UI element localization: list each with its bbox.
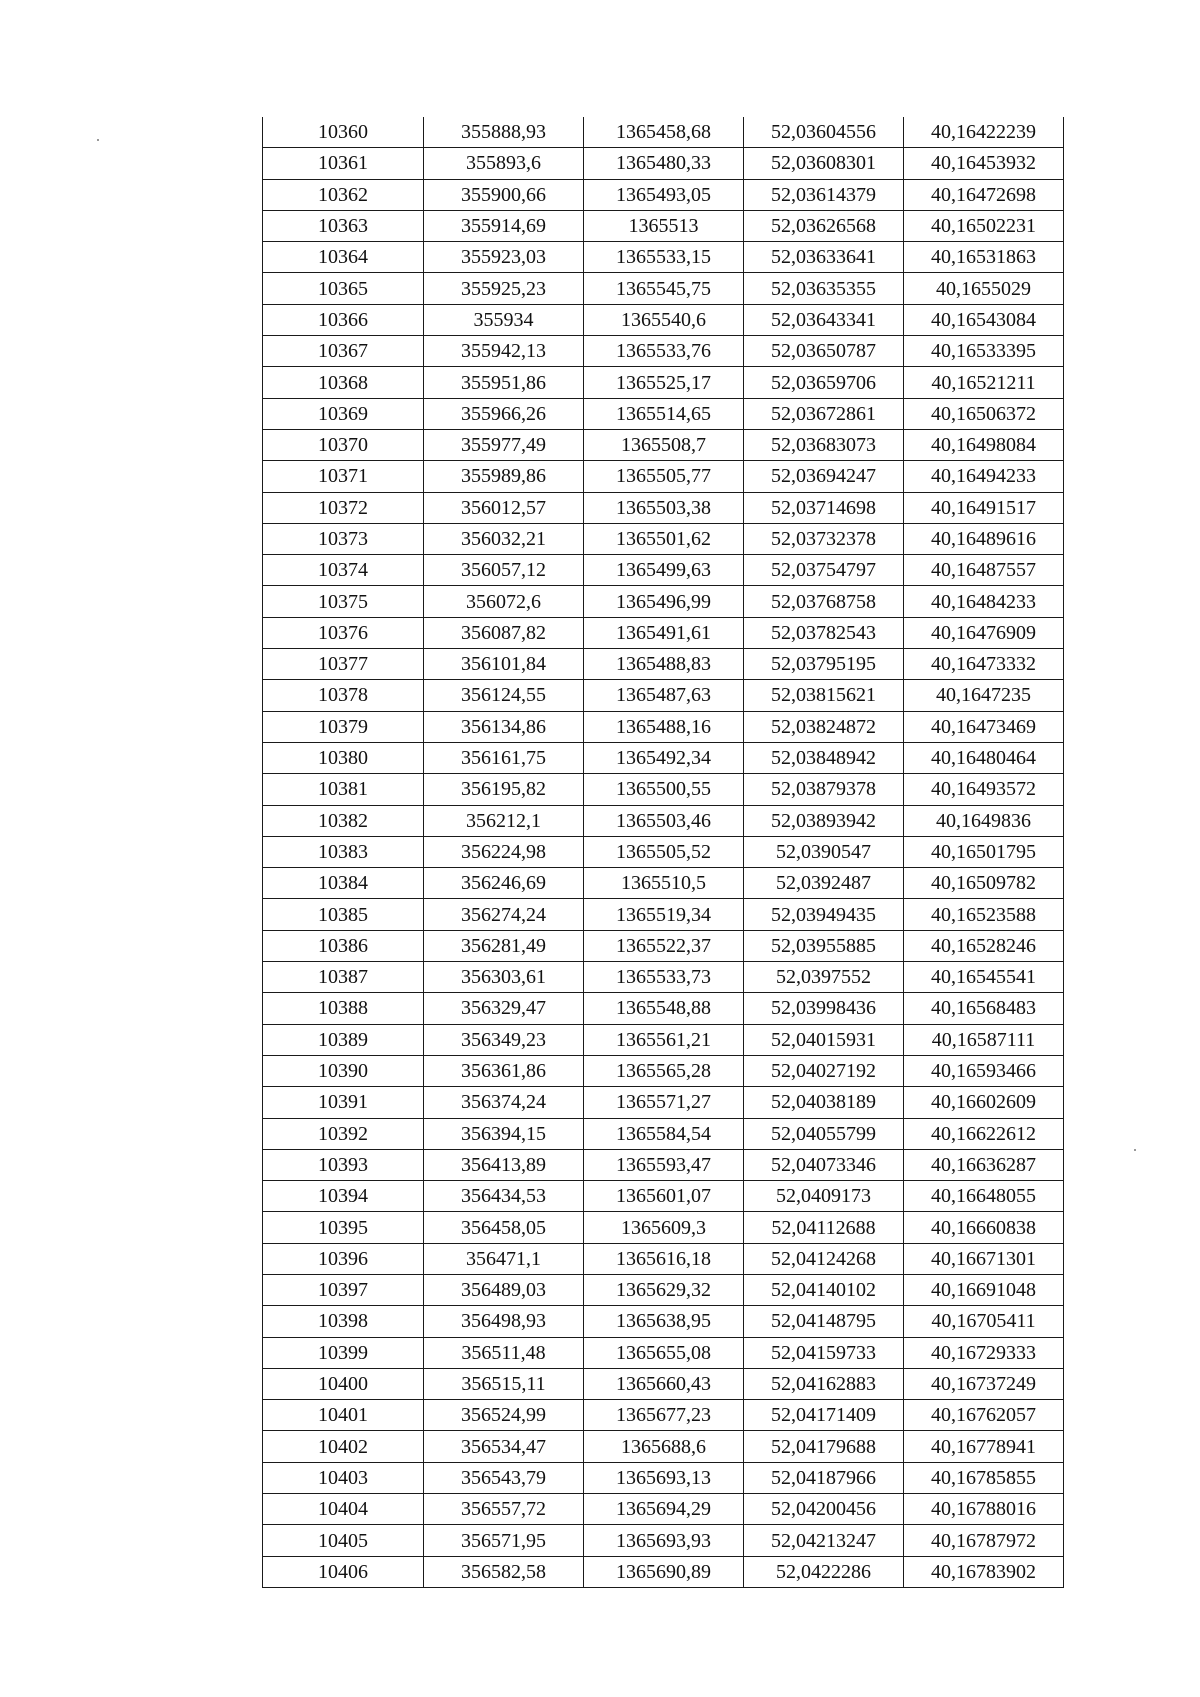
table-row: [263, 805, 1064, 836]
table-row: [263, 1274, 1064, 1305]
point-number-cell: 10383: [263, 836, 424, 867]
point-number-cell: 10402: [263, 1431, 424, 1462]
scan-speck: [1134, 1149, 1136, 1151]
table-row: [263, 1087, 1064, 1118]
table-row: [263, 179, 1064, 210]
x-coordinate-cell: 355923,03: [424, 242, 584, 273]
longitude-cell: 40,16691048: [904, 1274, 1064, 1305]
table-row: [263, 148, 1064, 179]
x-coordinate-cell: 356434,53: [424, 1181, 584, 1212]
table-row: [263, 461, 1064, 492]
longitude-cell: 40,16705411: [904, 1306, 1064, 1337]
longitude-cell: 40,16762057: [904, 1400, 1064, 1431]
x-coordinate-cell: 355893,6: [424, 148, 584, 179]
y-coordinate-cell: 1365660,43: [584, 1368, 744, 1399]
longitude-cell: 40,16622612: [904, 1118, 1064, 1149]
longitude-cell: 40,16493572: [904, 774, 1064, 805]
point-number-cell: 10400: [263, 1368, 424, 1399]
point-number-cell: 10404: [263, 1494, 424, 1525]
point-number-cell: 10399: [263, 1337, 424, 1368]
y-coordinate-cell: 1365533,76: [584, 336, 744, 367]
longitude-cell: 40,16531863: [904, 242, 1064, 273]
x-coordinate-cell: 356012,57: [424, 492, 584, 523]
longitude-cell: 40,16636287: [904, 1149, 1064, 1180]
latitude-cell: 52,03672861: [744, 398, 904, 429]
table-row: [263, 1024, 1064, 1055]
longitude-cell: 40,1649836: [904, 805, 1064, 836]
x-coordinate-cell: 356413,89: [424, 1149, 584, 1180]
y-coordinate-cell: 1365513: [584, 210, 744, 241]
table-row: [263, 1149, 1064, 1180]
y-coordinate-cell: 1365571,27: [584, 1087, 744, 1118]
latitude-cell: 52,03608301: [744, 148, 904, 179]
longitude-cell: 40,16528246: [904, 930, 1064, 961]
point-number-cell: 10396: [263, 1243, 424, 1274]
y-coordinate-cell: 1365505,77: [584, 461, 744, 492]
y-coordinate-cell: 1365690,89: [584, 1556, 744, 1587]
y-coordinate-cell: 1365514,65: [584, 398, 744, 429]
y-coordinate-cell: 1365677,23: [584, 1400, 744, 1431]
point-number-cell: 10366: [263, 304, 424, 335]
latitude-cell: 52,04124268: [744, 1243, 904, 1274]
x-coordinate-cell: 356072,6: [424, 586, 584, 617]
latitude-cell: 52,03732378: [744, 523, 904, 554]
x-coordinate-cell: 356124,55: [424, 680, 584, 711]
point-number-cell: 10393: [263, 1149, 424, 1180]
latitude-cell: 52,04055799: [744, 1118, 904, 1149]
y-coordinate-cell: 1365616,18: [584, 1243, 744, 1274]
point-number-cell: 10375: [263, 586, 424, 617]
table-row: [263, 617, 1064, 648]
y-coordinate-cell: 1365593,47: [584, 1149, 744, 1180]
x-coordinate-cell: 355914,69: [424, 210, 584, 241]
latitude-cell: 52,04171409: [744, 1400, 904, 1431]
y-coordinate-cell: 1365503,38: [584, 492, 744, 523]
table-row: [263, 367, 1064, 398]
longitude-cell: 40,16545541: [904, 962, 1064, 993]
latitude-cell: 52,04038189: [744, 1087, 904, 1118]
point-number-cell: 10401: [263, 1400, 424, 1431]
x-coordinate-cell: 356524,99: [424, 1400, 584, 1431]
y-coordinate-cell: 1365458,68: [584, 117, 744, 148]
longitude-cell: 40,16498084: [904, 429, 1064, 460]
longitude-cell: 40,16480464: [904, 742, 1064, 773]
y-coordinate-cell: 1365525,17: [584, 367, 744, 398]
x-coordinate-cell: 356224,98: [424, 836, 584, 867]
latitude-cell: 52,0392487: [744, 868, 904, 899]
latitude-cell: 52,04073346: [744, 1149, 904, 1180]
longitude-cell: 40,16473469: [904, 711, 1064, 742]
point-number-cell: 10369: [263, 398, 424, 429]
latitude-cell: 52,0397552: [744, 962, 904, 993]
y-coordinate-cell: 1365499,63: [584, 555, 744, 586]
longitude-cell: 40,16785855: [904, 1462, 1064, 1493]
x-coordinate-cell: 356511,48: [424, 1337, 584, 1368]
x-coordinate-cell: 356134,86: [424, 711, 584, 742]
x-coordinate-cell: 356161,75: [424, 742, 584, 773]
latitude-cell: 52,03768758: [744, 586, 904, 617]
table-row: [263, 1368, 1064, 1399]
x-coordinate-cell: 356361,86: [424, 1055, 584, 1086]
longitude-cell: 40,16506372: [904, 398, 1064, 429]
point-number-cell: 10390: [263, 1055, 424, 1086]
table-row: [263, 1525, 1064, 1556]
x-coordinate-cell: 355989,86: [424, 461, 584, 492]
latitude-cell: 52,03614379: [744, 179, 904, 210]
longitude-cell: 40,16523588: [904, 899, 1064, 930]
table-row: [263, 304, 1064, 335]
y-coordinate-cell: 1365688,6: [584, 1431, 744, 1462]
x-coordinate-cell: 356498,93: [424, 1306, 584, 1337]
point-number-cell: 10378: [263, 680, 424, 711]
x-coordinate-cell: 356489,03: [424, 1274, 584, 1305]
longitude-cell: 40,16729333: [904, 1337, 1064, 1368]
x-coordinate-cell: 356274,24: [424, 899, 584, 930]
point-number-cell: 10406: [263, 1556, 424, 1587]
table-row: [263, 1306, 1064, 1337]
longitude-cell: 40,16487557: [904, 555, 1064, 586]
longitude-cell: 40,16671301: [904, 1243, 1064, 1274]
coordinates-table: [262, 117, 1064, 1588]
latitude-cell: 52,03848942: [744, 742, 904, 773]
point-number-cell: 10370: [263, 429, 424, 460]
longitude-cell: 40,16491517: [904, 492, 1064, 523]
x-coordinate-cell: 356246,69: [424, 868, 584, 899]
y-coordinate-cell: 1365693,93: [584, 1525, 744, 1556]
latitude-cell: 52,03635355: [744, 273, 904, 304]
latitude-cell: 52,03824872: [744, 711, 904, 742]
longitude-cell: 40,16489616: [904, 523, 1064, 554]
point-number-cell: 10377: [263, 649, 424, 680]
x-coordinate-cell: 356101,84: [424, 649, 584, 680]
longitude-cell: 40,16593466: [904, 1055, 1064, 1086]
latitude-cell: 52,04179688: [744, 1431, 904, 1462]
longitude-cell: 40,16587111: [904, 1024, 1064, 1055]
latitude-cell: 52,03893942: [744, 805, 904, 836]
point-number-cell: 10365: [263, 273, 424, 304]
point-number-cell: 10363: [263, 210, 424, 241]
point-number-cell: 10382: [263, 805, 424, 836]
point-number-cell: 10360: [263, 117, 424, 148]
scan-speck: [97, 139, 99, 141]
point-number-cell: 10379: [263, 711, 424, 742]
point-number-cell: 10385: [263, 899, 424, 930]
y-coordinate-cell: 1365508,7: [584, 429, 744, 460]
y-coordinate-cell: 1365519,34: [584, 899, 744, 930]
x-coordinate-cell: 356374,24: [424, 1087, 584, 1118]
latitude-cell: 52,0422286: [744, 1556, 904, 1587]
latitude-cell: 52,0390547: [744, 836, 904, 867]
latitude-cell: 52,03633641: [744, 242, 904, 273]
point-number-cell: 10380: [263, 742, 424, 773]
x-coordinate-cell: 355934: [424, 304, 584, 335]
table-row: [263, 836, 1064, 867]
point-number-cell: 10364: [263, 242, 424, 273]
x-coordinate-cell: 356471,1: [424, 1243, 584, 1274]
latitude-cell: 52,03815621: [744, 680, 904, 711]
x-coordinate-cell: 356557,72: [424, 1494, 584, 1525]
table-row: [263, 117, 1064, 148]
table-row: [263, 962, 1064, 993]
point-number-cell: 10371: [263, 461, 424, 492]
latitude-cell: 52,03643341: [744, 304, 904, 335]
longitude-cell: 40,16509782: [904, 868, 1064, 899]
longitude-cell: 40,1655029: [904, 273, 1064, 304]
longitude-cell: 40,16494233: [904, 461, 1064, 492]
table-row: [263, 1337, 1064, 1368]
table-row: [263, 210, 1064, 241]
point-number-cell: 10403: [263, 1462, 424, 1493]
longitude-cell: 40,16472698: [904, 179, 1064, 210]
latitude-cell: 52,04112688: [744, 1212, 904, 1243]
point-number-cell: 10372: [263, 492, 424, 523]
y-coordinate-cell: 1365601,07: [584, 1181, 744, 1212]
y-coordinate-cell: 1365565,28: [584, 1055, 744, 1086]
x-coordinate-cell: 356534,47: [424, 1431, 584, 1462]
table-row: [263, 711, 1064, 742]
longitude-cell: 40,16422239: [904, 117, 1064, 148]
x-coordinate-cell: 356394,15: [424, 1118, 584, 1149]
y-coordinate-cell: 1365480,33: [584, 148, 744, 179]
longitude-cell: 40,16602609: [904, 1087, 1064, 1118]
latitude-cell: 52,04015931: [744, 1024, 904, 1055]
latitude-cell: 52,03604556: [744, 117, 904, 148]
table-row: [263, 555, 1064, 586]
longitude-cell: 40,16453932: [904, 148, 1064, 179]
point-number-cell: 10362: [263, 179, 424, 210]
x-coordinate-cell: 356515,11: [424, 1368, 584, 1399]
latitude-cell: 52,03714698: [744, 492, 904, 523]
y-coordinate-cell: 1365584,54: [584, 1118, 744, 1149]
latitude-cell: 52,03955885: [744, 930, 904, 961]
table-row: [263, 899, 1064, 930]
point-number-cell: 10381: [263, 774, 424, 805]
longitude-cell: 40,16660838: [904, 1212, 1064, 1243]
latitude-cell: 52,04162883: [744, 1368, 904, 1399]
longitude-cell: 40,16501795: [904, 836, 1064, 867]
table-row: [263, 1431, 1064, 1462]
longitude-cell: 40,1647235: [904, 680, 1064, 711]
y-coordinate-cell: 1365561,21: [584, 1024, 744, 1055]
y-coordinate-cell: 1365493,05: [584, 179, 744, 210]
y-coordinate-cell: 1365487,63: [584, 680, 744, 711]
point-number-cell: 10392: [263, 1118, 424, 1149]
latitude-cell: 52,04027192: [744, 1055, 904, 1086]
point-number-cell: 10391: [263, 1087, 424, 1118]
table-row: [263, 774, 1064, 805]
latitude-cell: 52,03754797: [744, 555, 904, 586]
y-coordinate-cell: 1365655,08: [584, 1337, 744, 1368]
y-coordinate-cell: 1365548,88: [584, 993, 744, 1024]
table-row: [263, 1212, 1064, 1243]
latitude-cell: 52,04148795: [744, 1306, 904, 1337]
latitude-cell: 52,03694247: [744, 461, 904, 492]
y-coordinate-cell: 1365693,13: [584, 1462, 744, 1493]
table-row: [263, 868, 1064, 899]
latitude-cell: 52,03659706: [744, 367, 904, 398]
longitude-cell: 40,16484233: [904, 586, 1064, 617]
y-coordinate-cell: 1365505,52: [584, 836, 744, 867]
coordinates-table-body: [263, 117, 1064, 1587]
y-coordinate-cell: 1365694,29: [584, 1494, 744, 1525]
x-coordinate-cell: 356212,1: [424, 805, 584, 836]
latitude-cell: 52,04140102: [744, 1274, 904, 1305]
x-coordinate-cell: 355966,26: [424, 398, 584, 429]
point-number-cell: 10387: [263, 962, 424, 993]
latitude-cell: 52,04187966: [744, 1462, 904, 1493]
x-coordinate-cell: 356582,58: [424, 1556, 584, 1587]
y-coordinate-cell: 1365609,3: [584, 1212, 744, 1243]
point-number-cell: 10388: [263, 993, 424, 1024]
latitude-cell: 52,03650787: [744, 336, 904, 367]
longitude-cell: 40,16788016: [904, 1494, 1064, 1525]
x-coordinate-cell: 356281,49: [424, 930, 584, 961]
x-coordinate-cell: 356057,12: [424, 555, 584, 586]
table-row: [263, 336, 1064, 367]
latitude-cell: 52,0409173: [744, 1181, 904, 1212]
x-coordinate-cell: 356458,05: [424, 1212, 584, 1243]
x-coordinate-cell: 355925,23: [424, 273, 584, 304]
latitude-cell: 52,03626568: [744, 210, 904, 241]
y-coordinate-cell: 1365533,73: [584, 962, 744, 993]
y-coordinate-cell: 1365491,61: [584, 617, 744, 648]
latitude-cell: 52,03879378: [744, 774, 904, 805]
y-coordinate-cell: 1365501,62: [584, 523, 744, 554]
longitude-cell: 40,16543084: [904, 304, 1064, 335]
table-row: [263, 1118, 1064, 1149]
point-number-cell: 10373: [263, 523, 424, 554]
x-coordinate-cell: 355888,93: [424, 117, 584, 148]
y-coordinate-cell: 1365545,75: [584, 273, 744, 304]
table-row: [263, 1243, 1064, 1274]
x-coordinate-cell: 355900,66: [424, 179, 584, 210]
longitude-cell: 40,16648055: [904, 1181, 1064, 1212]
table-row: [263, 1462, 1064, 1493]
table-row: [263, 523, 1064, 554]
point-number-cell: 10395: [263, 1212, 424, 1243]
longitude-cell: 40,16778941: [904, 1431, 1064, 1462]
point-number-cell: 10376: [263, 617, 424, 648]
y-coordinate-cell: 1365638,95: [584, 1306, 744, 1337]
longitude-cell: 40,16568483: [904, 993, 1064, 1024]
y-coordinate-cell: 1365503,46: [584, 805, 744, 836]
x-coordinate-cell: 355942,13: [424, 336, 584, 367]
x-coordinate-cell: 356543,79: [424, 1462, 584, 1493]
latitude-cell: 52,03998436: [744, 993, 904, 1024]
y-coordinate-cell: 1365510,5: [584, 868, 744, 899]
table-row: [263, 1556, 1064, 1587]
latitude-cell: 52,03683073: [744, 429, 904, 460]
x-coordinate-cell: 356032,21: [424, 523, 584, 554]
y-coordinate-cell: 1365492,34: [584, 742, 744, 773]
table-row: [263, 429, 1064, 460]
x-coordinate-cell: 356087,82: [424, 617, 584, 648]
point-number-cell: 10405: [263, 1525, 424, 1556]
point-number-cell: 10384: [263, 868, 424, 899]
table-row: [263, 680, 1064, 711]
latitude-cell: 52,03949435: [744, 899, 904, 930]
y-coordinate-cell: 1365488,16: [584, 711, 744, 742]
table-row: [263, 586, 1064, 617]
point-number-cell: 10367: [263, 336, 424, 367]
longitude-cell: 40,16502231: [904, 210, 1064, 241]
y-coordinate-cell: 1365629,32: [584, 1274, 744, 1305]
table-row: [263, 649, 1064, 680]
table-row: [263, 492, 1064, 523]
table-row: [263, 1494, 1064, 1525]
point-number-cell: 10394: [263, 1181, 424, 1212]
point-number-cell: 10374: [263, 555, 424, 586]
point-number-cell: 10368: [263, 367, 424, 398]
longitude-cell: 40,16737249: [904, 1368, 1064, 1399]
latitude-cell: 52,03795195: [744, 649, 904, 680]
y-coordinate-cell: 1365522,37: [584, 930, 744, 961]
x-coordinate-cell: 356349,23: [424, 1024, 584, 1055]
table-row: [263, 1055, 1064, 1086]
latitude-cell: 52,03782543: [744, 617, 904, 648]
table-row: [263, 1181, 1064, 1212]
x-coordinate-cell: 356329,47: [424, 993, 584, 1024]
x-coordinate-cell: 355951,86: [424, 367, 584, 398]
x-coordinate-cell: 356195,82: [424, 774, 584, 805]
y-coordinate-cell: 1365488,83: [584, 649, 744, 680]
longitude-cell: 40,16783902: [904, 1556, 1064, 1587]
y-coordinate-cell: 1365496,99: [584, 586, 744, 617]
y-coordinate-cell: 1365500,55: [584, 774, 744, 805]
y-coordinate-cell: 1365540,6: [584, 304, 744, 335]
table-row: [263, 1400, 1064, 1431]
latitude-cell: 52,04200456: [744, 1494, 904, 1525]
latitude-cell: 52,04213247: [744, 1525, 904, 1556]
table-row: [263, 398, 1064, 429]
y-coordinate-cell: 1365533,15: [584, 242, 744, 273]
point-number-cell: 10361: [263, 148, 424, 179]
point-number-cell: 10386: [263, 930, 424, 961]
table-row: [263, 930, 1064, 961]
longitude-cell: 40,16521211: [904, 367, 1064, 398]
table-row: [263, 993, 1064, 1024]
latitude-cell: 52,04159733: [744, 1337, 904, 1368]
longitude-cell: 40,16533395: [904, 336, 1064, 367]
x-coordinate-cell: 356571,95: [424, 1525, 584, 1556]
longitude-cell: 40,16476909: [904, 617, 1064, 648]
x-coordinate-cell: 356303,61: [424, 962, 584, 993]
point-number-cell: 10397: [263, 1274, 424, 1305]
point-number-cell: 10389: [263, 1024, 424, 1055]
table-row: [263, 742, 1064, 773]
table-row: [263, 273, 1064, 304]
longitude-cell: 40,16787972: [904, 1525, 1064, 1556]
longitude-cell: 40,16473332: [904, 649, 1064, 680]
point-number-cell: 10398: [263, 1306, 424, 1337]
x-coordinate-cell: 355977,49: [424, 429, 584, 460]
table-row: [263, 242, 1064, 273]
